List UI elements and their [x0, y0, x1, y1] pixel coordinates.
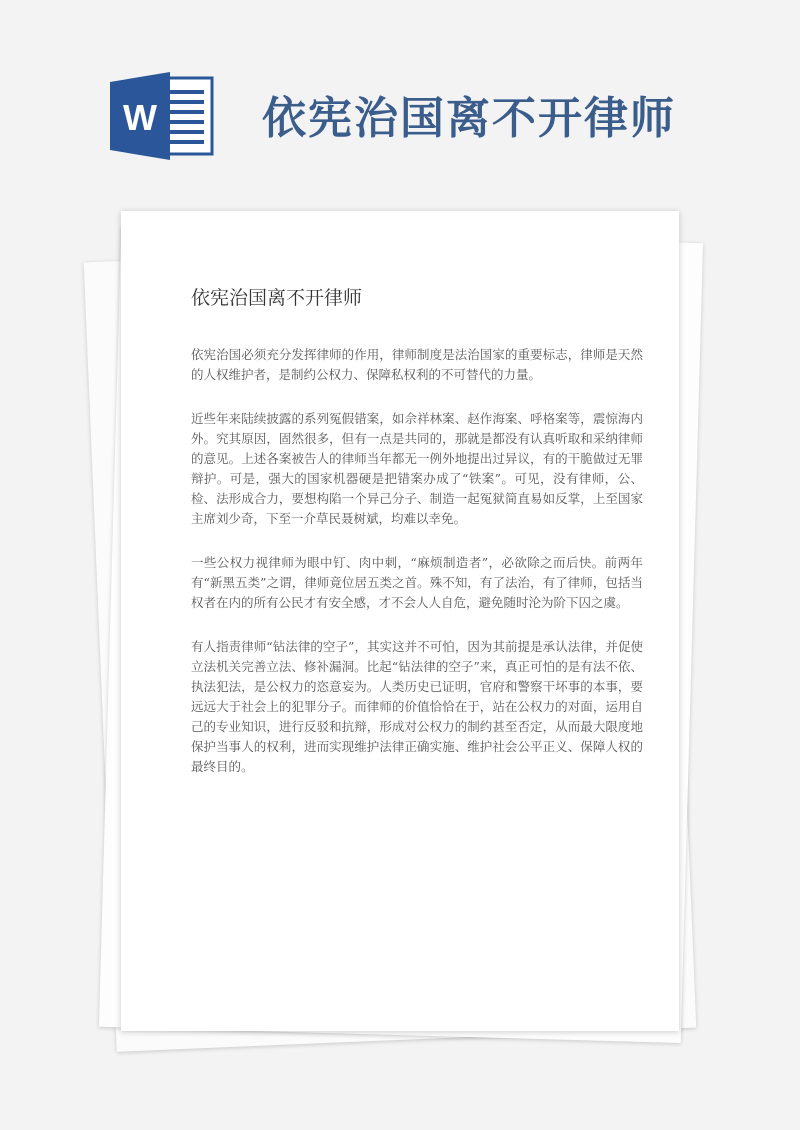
- document-title: 依宪治国离不开律师: [191, 287, 363, 309]
- paragraph: 依宪治国必须充分发挥律师的作用，律师制度是法治国家的重要标志，律师是天然的人权维护者，是制约公权力、保障私权利的不可替代的力量。: [191, 347, 643, 382]
- word-icon-letter: W: [123, 97, 157, 138]
- page-header: [0, 0, 800, 200]
- document-body: [191, 345, 643, 801]
- word-document-icon: [110, 72, 216, 160]
- paragraph: 有人指责律师“钻法律的空子”，其实这并不可怕，因为其前提是承认法律，并促使立法机关完善立法、修补漏洞。比起“钻法律的空子”来，真正可怕的是有法不依、执法犯法，是公权力的恣意妄为。人类历史已证明，官府和警察干坏事的本事，要远远大于社会上的犯罪分子。而律师的价值恰恰在于，站在公权力的对面，运用自己的专业知识，进行反驳和抗辩，形成对公权力的制约甚至否定，从而最大限度地保护当事人的权利，进而实现维护法律正确实施、维护社会公平正义、保障人权的最终目的。: [191, 639, 643, 774]
- header-title: 依宪治国离不开律师: [262, 93, 676, 144]
- paragraph: 一些公权力视律师为眼中钉、肉中刺，“麻烦制造者”，必欲除之而后快。前两年有“新黑五类”之谓，律师竟位居五类之首。殊不知，有了法治，有了律师，包括当权者在内的所有公民才有安全感，才不会人人自危，避免随时沦为阶下囚之虞。: [191, 555, 643, 610]
- paragraph: 近些年来陆续披露的系列冤假错案，如佘祥林案、赵作海案、呼格案等，震惊海内外。究其原因，固然很多，但有一点是共同的，那就是都没有认真听取和采纳律师的意见。上述各案被告人的律师当年都无一例外地提出过异议，有的干脆做过无罪辩护。可是，强大的国家机器硬是把错案办成了“铁案”。可见，没有律师，公、检、法形成合力，要想构陷一个异己分子、制造一起冤狱简直易如反掌，上至国家主席刘少奇，下至一介草民聂树斌，均难以幸免。: [191, 411, 643, 526]
- document-page: [121, 211, 679, 1031]
